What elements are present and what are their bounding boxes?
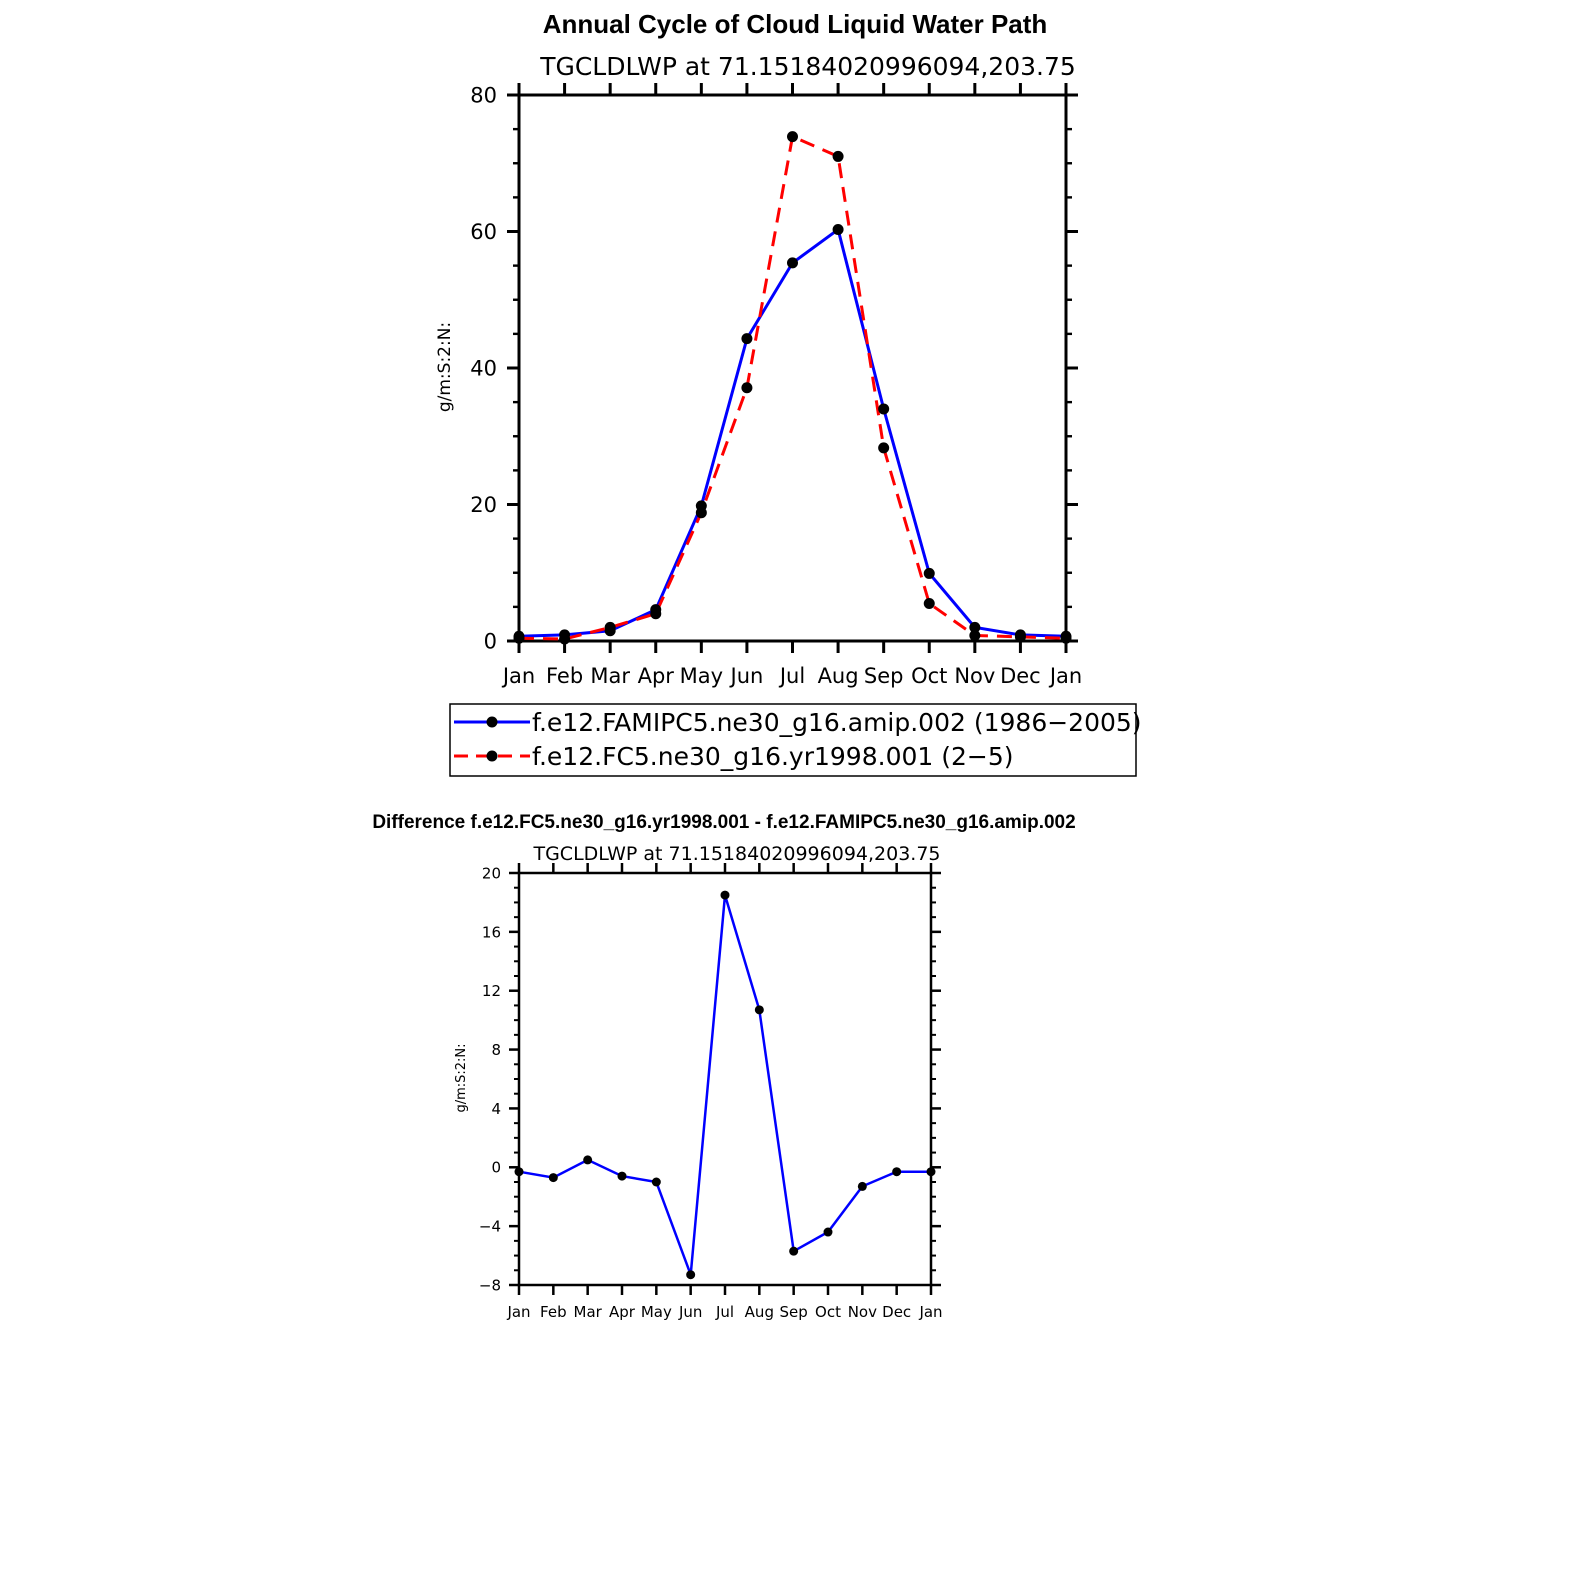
bottom-chart-title: Difference f.e12.FC5.ne30_g16.yr1998.001 - f.e12.FAMIPC5.ne30_g16.amip.002 bbox=[372, 812, 1076, 833]
series-1-point bbox=[741, 382, 752, 393]
x-tick-label: Feb bbox=[545, 664, 584, 688]
series-1-point bbox=[1015, 631, 1026, 642]
y-tick-label: −8 bbox=[478, 1276, 501, 1295]
legend-label-1: f.e12.FC5.ne30_g16.yr1998.001 (2−5) bbox=[532, 742, 1014, 771]
y-tick-label: 0 bbox=[491, 1158, 501, 1177]
y-tick-label: 60 bbox=[470, 220, 497, 245]
legend-label-0: f.e12.FAMIPC5.ne30_g16.amip.002 (1986−2005) bbox=[532, 708, 1142, 737]
top-plot-area bbox=[470, 83, 1082, 688]
series-1-point bbox=[969, 630, 980, 641]
y-tick-label: 40 bbox=[470, 356, 497, 381]
bottom-chart-y-axis-label: g/m:S:2:N: bbox=[454, 1043, 469, 1113]
x-tick-label: Jun bbox=[678, 1303, 703, 1321]
series-0-point bbox=[927, 1167, 936, 1176]
series-0-point bbox=[721, 891, 730, 900]
x-tick-label: Aug bbox=[817, 664, 859, 688]
series-0-point bbox=[686, 1270, 695, 1279]
x-tick-label: Aug bbox=[744, 1303, 774, 1321]
series-1-point bbox=[559, 633, 570, 644]
y-tick-label: 4 bbox=[491, 1099, 501, 1118]
plot-frame bbox=[519, 95, 1066, 641]
x-tick-label: Nov bbox=[954, 664, 996, 688]
x-tick-label: Apr bbox=[637, 664, 674, 688]
series-line-0 bbox=[519, 895, 931, 1275]
y-tick-label: 0 bbox=[483, 629, 497, 654]
x-tick-label: Dec bbox=[1000, 664, 1041, 688]
series-1-point bbox=[1061, 633, 1072, 644]
x-tick-label: Mar bbox=[573, 1303, 602, 1321]
series-1-point bbox=[924, 598, 935, 609]
x-tick-label: Jan bbox=[507, 1303, 531, 1321]
x-tick-label: Mar bbox=[590, 664, 630, 688]
plot-frame bbox=[519, 873, 931, 1285]
y-tick-label: 20 bbox=[470, 493, 497, 518]
x-tick-label: Jun bbox=[730, 664, 764, 688]
x-tick-label: Jan bbox=[502, 664, 536, 688]
x-tick-label: Apr bbox=[609, 1303, 635, 1321]
series-1-point bbox=[696, 507, 707, 518]
bottom-chart-subtitle: TGCLDLWP at 71.15184020996094,203.75 bbox=[533, 843, 941, 865]
top-legend bbox=[450, 704, 1142, 776]
y-tick-label: 20 bbox=[481, 864, 501, 883]
series-line-0 bbox=[519, 230, 1066, 637]
x-tick-label: Jul bbox=[779, 664, 806, 688]
legend-marker-1 bbox=[487, 751, 498, 762]
series-0-point bbox=[741, 333, 752, 344]
series-1-point bbox=[878, 442, 889, 453]
series-1-point bbox=[787, 131, 798, 142]
series-0-point bbox=[892, 1167, 901, 1176]
x-tick-label: Dec bbox=[882, 1303, 912, 1321]
x-tick-label: May bbox=[640, 1303, 672, 1321]
x-tick-label: Oct bbox=[911, 664, 948, 688]
top-chart-title: Annual Cycle of Cloud Liquid Water Path bbox=[542, 9, 1048, 39]
bottom-plot-area bbox=[479, 863, 943, 1321]
series-0-point bbox=[618, 1172, 627, 1181]
x-tick-label: May bbox=[679, 664, 724, 688]
x-tick-label: Jan bbox=[919, 1303, 943, 1321]
y-tick-label: 12 bbox=[481, 982, 501, 1001]
series-0-point bbox=[824, 1228, 833, 1237]
x-tick-label: Jul bbox=[715, 1303, 735, 1321]
series-0-point bbox=[515, 1167, 524, 1176]
y-tick-label: 16 bbox=[481, 923, 501, 942]
legend-marker-0 bbox=[487, 717, 498, 728]
y-tick-label: 8 bbox=[491, 1040, 501, 1059]
series-0-point bbox=[924, 568, 935, 579]
series-1-point bbox=[605, 622, 616, 633]
series-0-point bbox=[652, 1178, 661, 1187]
x-tick-label: Feb bbox=[540, 1303, 567, 1321]
series-0-point bbox=[583, 1155, 592, 1164]
series-1-point bbox=[650, 608, 661, 619]
top-chart-y-axis-label: g/m:S:2:N: bbox=[435, 321, 455, 413]
series-0-point bbox=[789, 1247, 798, 1256]
series-0-point bbox=[755, 1005, 764, 1014]
series-line-1 bbox=[519, 137, 1066, 639]
series-0-point bbox=[833, 224, 844, 235]
x-tick-label: Nov bbox=[847, 1303, 877, 1321]
top-chart-subtitle: TGCLDLWP at 71.15184020996094,203.75 bbox=[540, 52, 1076, 81]
x-tick-label: Oct bbox=[815, 1303, 841, 1321]
y-tick-label: −4 bbox=[478, 1217, 501, 1236]
series-1-point bbox=[514, 633, 525, 644]
x-tick-label: Jan bbox=[1049, 664, 1083, 688]
series-0-point bbox=[787, 257, 798, 268]
series-0-point bbox=[549, 1173, 558, 1182]
x-tick-label: Sep bbox=[779, 1303, 808, 1321]
series-1-point bbox=[833, 151, 844, 162]
series-0-point bbox=[878, 403, 889, 414]
x-tick-label: Sep bbox=[863, 664, 904, 688]
series-0-point bbox=[858, 1182, 867, 1191]
y-tick-label: 80 bbox=[470, 83, 497, 108]
